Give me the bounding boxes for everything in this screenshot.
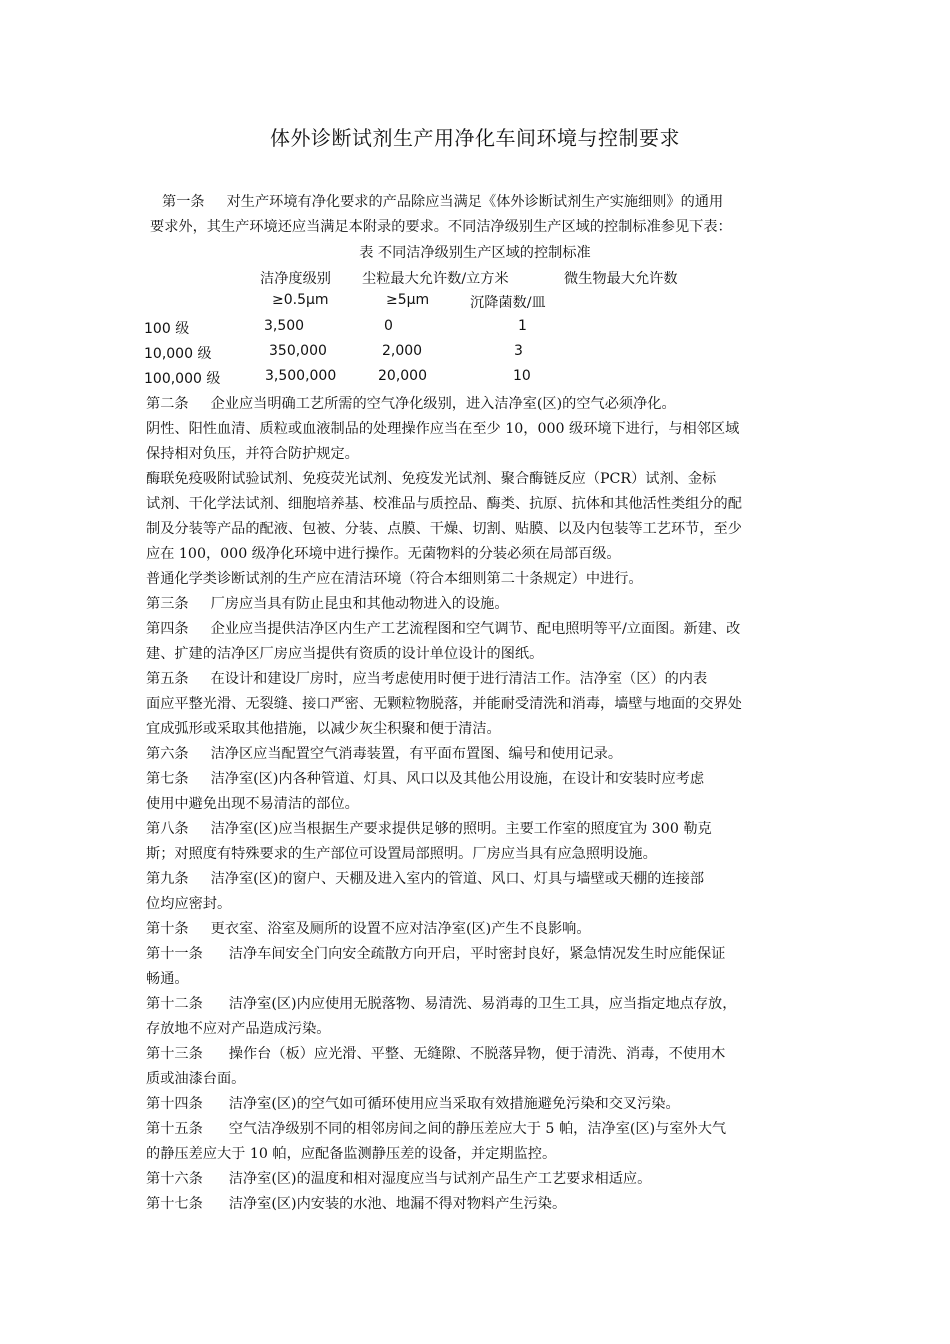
table-row-grade — [144, 318, 189, 338]
article-text: 面应平整光滑、无裂缝、接口严密、无颗粒物脱落，并能耐受清洗和消毒，墙壁与地面的交界处 — [146, 696, 742, 712]
body-line — [146, 717, 810, 742]
article-text: 质或油漆台面。 — [146, 1071, 246, 1087]
article-text: 使用中避免出现不易清洁的部位。 — [146, 796, 359, 812]
table-row-microbe: 3 — [514, 343, 523, 359]
table-header-grade: 洁净度级别 — [260, 271, 331, 287]
document-body — [146, 392, 810, 1217]
body-line — [146, 1042, 810, 1067]
article-text: 宜成弧形或采取其他措施，以减少灰尘积聚和便于清洁。 — [146, 721, 501, 737]
body-line — [146, 692, 810, 717]
body-line — [146, 1117, 810, 1142]
table-row-p5: 20,000 — [378, 368, 427, 384]
article-text: 更衣室、浴室及厕所的设置不应对洁净室(区)产生不良影响。 — [210, 921, 591, 937]
table-header-microbes: 微生物最大允许数 — [564, 271, 678, 287]
article-text: 位均应密封。 — [146, 896, 232, 912]
article-number: 第十条 — [146, 921, 189, 937]
body-line — [146, 767, 810, 792]
article-number: 第十七条 — [146, 1196, 203, 1212]
body-line — [146, 817, 810, 842]
body-line — [146, 942, 810, 967]
article-text: 对生产环境有净化要求的产品除应当满足《体外诊断试剂生产实施细则》的通用 — [226, 194, 724, 210]
grade-number: 100,000 — [144, 371, 202, 387]
body-line — [146, 1167, 810, 1192]
article-number: 第八条 — [146, 821, 189, 837]
body-line — [146, 667, 810, 692]
grade-number: 10,000 — [144, 346, 193, 362]
article-number: 第十一条 — [146, 946, 203, 962]
body-line — [146, 742, 810, 767]
article-text: 阴性、阳性血清、质粒或血液制品的处理操作应当在至少 10，000 级环境下进行，与相邻区域 — [146, 421, 740, 437]
article-number: 第四条 — [146, 621, 189, 637]
article-text: 洁净车间安全门向安全疏散方向开启，平时密封良好，紧急情况发生时应能保证 — [228, 946, 726, 962]
article-text: 洁净区应当配置空气消毒装置，有平面布置图、编号和使用记录。 — [210, 746, 623, 762]
article-number: 第十六条 — [146, 1171, 203, 1187]
article-text: 在设计和建设厂房时，应当考虑使用时便于进行清洁工作。洁净室（区）的内表 — [210, 671, 708, 687]
document-title: 体外诊断试剂生产用净化车间环境与控制要求 — [270, 126, 680, 150]
article-text: 厂房应当具有防止昆虫和其他动物进入的设施。 — [210, 596, 509, 612]
article-text: 企业应当明确工艺所需的空气净化级别，进入洁净室(区)的空气必须净化。 — [210, 396, 676, 412]
article-text: 洁净室(区)内安装的水池、地漏不得对物料产生污染。 — [228, 1196, 567, 1212]
article-text: 建、扩建的洁净区厂房应当提供有资质的设计单位设计的图纸。 — [146, 646, 544, 662]
article-text: 空气洁净级别不同的相邻房间之间的静压差应大于 5 帕，洁净室(区)与室外大气 — [228, 1121, 727, 1137]
article-text: 的静压差应大于 10 帕，应配备监测静压差的设备，并定期监控。 — [146, 1146, 557, 1162]
body-line — [146, 592, 810, 617]
table-row-grade — [144, 368, 220, 388]
article-number: 第九条 — [146, 871, 189, 887]
grade-unit: 级 — [197, 346, 212, 362]
table-row-p05: 3,500,000 — [265, 368, 337, 384]
article-text: 斯；对照度有特殊要求的生产部位可设置局部照明。厂房应当具有应急照明设施。 — [146, 846, 657, 862]
body-line — [146, 542, 810, 567]
article-number: 第三条 — [146, 596, 189, 612]
article-number: 第一条 — [162, 194, 205, 210]
table-subheader-05um: ≥0.5μm — [272, 292, 329, 308]
article-text: 试剂、干化学法试剂、细胞培养基、校准品与质控品、酶类、抗原、抗体和其他活性类组分的配 — [146, 496, 742, 512]
body-line — [146, 642, 810, 667]
body-line — [146, 1142, 810, 1167]
table-row-p5: 2,000 — [382, 343, 423, 359]
article-number: 第十三条 — [146, 1046, 203, 1062]
article-number: 第六条 — [146, 746, 189, 762]
article-text: 酶联免疫吸附试验试剂、免疫荧光试剂、免疫发光试剂、聚合酶链反应（PCR）试剂、金标 — [146, 471, 717, 487]
body-line — [146, 792, 810, 817]
article-text: 洁净室(区)的空气如可循环使用应当采取有效措施避免污染和交叉污染。 — [228, 1096, 680, 1112]
body-line — [146, 842, 810, 867]
body-line — [146, 417, 810, 442]
body-line — [146, 467, 810, 492]
article-1-line-1 — [162, 190, 826, 215]
body-line — [146, 867, 810, 892]
body-line — [146, 1092, 810, 1117]
article-text: 普通化学类诊断试剂的生产应在清洁环境（符合本细则第二十条规定）中进行。 — [146, 571, 643, 587]
article-number: 第五条 — [146, 671, 189, 687]
body-line — [146, 492, 810, 517]
body-line — [146, 617, 810, 642]
article-number: 第十二条 — [146, 996, 203, 1012]
article-text: 洁净室(区)的窗户、天棚及进入室内的管道、风口、灯具与墙壁或天棚的连接部 — [210, 871, 705, 887]
article-text: 洁净室(区)内各种管道、灯具、风口以及其他公用设施，在设计和安装时应考虑 — [210, 771, 705, 787]
article-text: 企业应当提供洁净区内生产工艺流程图和空气调节、配电照明等平/立面图。新建、改 — [210, 621, 741, 637]
table-row-p05: 3,500 — [264, 318, 305, 334]
body-line — [146, 517, 810, 542]
table-header-particles: 尘粒最大允许数/立方米 — [362, 271, 509, 287]
table-subheader-5um: ≥5μm — [386, 292, 430, 308]
body-line — [146, 567, 810, 592]
article-number: 第十五条 — [146, 1121, 203, 1137]
body-line — [146, 392, 810, 417]
body-line — [146, 1192, 810, 1217]
article-number: 第七条 — [146, 771, 189, 787]
grade-unit: 级 — [175, 321, 190, 337]
table-caption: 表 不同洁净级别生产区域的控制标准 — [359, 245, 591, 261]
body-line — [146, 1017, 810, 1042]
article-text: 畅通。 — [146, 971, 189, 987]
table-subheader-settling: 沉降菌数/皿 — [470, 295, 546, 311]
table-row-p5: 0 — [384, 318, 393, 334]
article-text: 存放地不应对产品造成污染。 — [146, 1021, 331, 1037]
article-text: 保持相对负压，并符合防护规定。 — [146, 446, 359, 462]
article-text: 应在 100，000 级净化环境中进行操作。无菌物料的分装必须在局部百级。 — [146, 546, 621, 562]
body-line — [146, 917, 810, 942]
grade-number: 100 — [144, 321, 171, 337]
body-line — [146, 967, 810, 992]
article-text: 洁净室(区)内应使用无脱落物、易清洗、易消毒的卫生工具，应当指定地点存放， — [228, 996, 737, 1012]
article-text: 操作台（板）应光滑、平整、无缝隙、不脱落异物，便于清洗、消毒，不使用木 — [228, 1046, 726, 1062]
article-text: 洁净室(区)应当根据生产要求提供足够的照明。主要工作室的照度宜为 300 勒克 — [210, 821, 712, 837]
table-row-grade — [144, 343, 211, 363]
article-1-line-2: 要求外，其生产环境还应当满足本附录的要求。不同洁净级别生产区域的控制标准参见下表： — [150, 219, 732, 235]
table-row-p05: 350,000 — [269, 343, 327, 359]
article-number: 第十四条 — [146, 1096, 203, 1112]
body-line — [146, 442, 810, 467]
article-number: 第二条 — [146, 396, 189, 412]
article-text: 制及分装等产品的配液、包被、分装、点膜、干燥、切割、贴膜、以及内包装等工艺环节，至少 — [146, 521, 742, 537]
article-text: 洁净室(区)的温度和相对湿度应当与试剂产品生产工艺要求相适应。 — [228, 1171, 652, 1187]
body-line — [146, 1067, 810, 1092]
grade-unit: 级 — [206, 371, 221, 387]
table-row-microbe: 10 — [513, 368, 531, 384]
table-row-microbe: 1 — [518, 318, 527, 334]
body-line — [146, 992, 810, 1017]
body-line — [146, 892, 810, 917]
